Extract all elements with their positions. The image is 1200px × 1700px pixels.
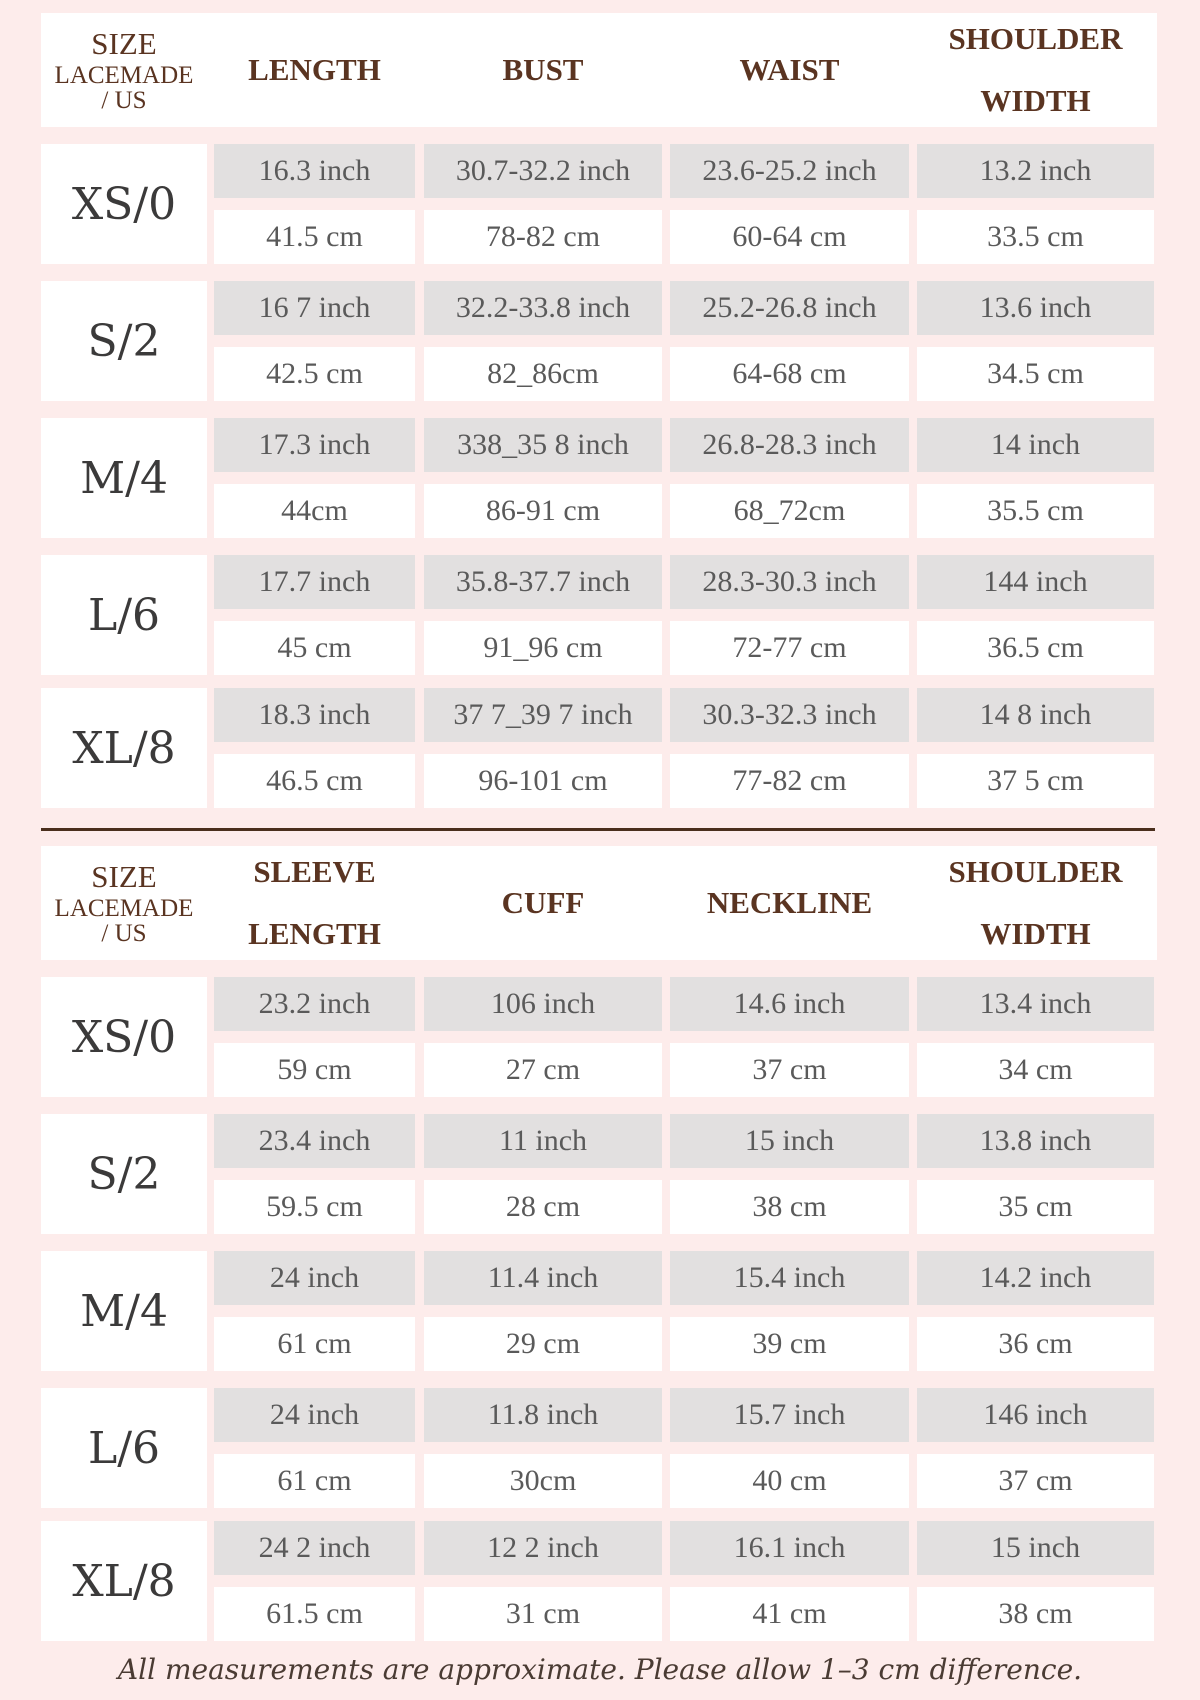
cuff-inch: 11 inch bbox=[424, 1114, 662, 1168]
shoulder-inch: 13.6 inch bbox=[917, 281, 1154, 335]
size-label: L/6 bbox=[41, 555, 207, 675]
cuff-inch: 11.4 inch bbox=[424, 1251, 662, 1305]
neckline-cm: 37 cm bbox=[670, 1043, 909, 1097]
table-row bbox=[41, 1521, 1157, 1641]
shoulder-inch: 144 inch bbox=[917, 555, 1154, 609]
section-divider bbox=[41, 828, 1155, 831]
table-row bbox=[41, 281, 1157, 401]
cuff-inch: 12 2 inch bbox=[424, 1521, 662, 1575]
size-label: L/6 bbox=[41, 1388, 207, 1508]
cuff-inch: 106 inch bbox=[424, 977, 662, 1031]
shoulder-inch: 14 inch bbox=[917, 418, 1154, 472]
header-sleeve-length bbox=[214, 846, 415, 960]
sleeve-length-inch: 23.4 inch bbox=[214, 1114, 415, 1168]
size-label: S/2 bbox=[41, 1114, 207, 1234]
cuff-inch: 11.8 inch bbox=[424, 1388, 662, 1442]
shoulder-cm: 35 cm bbox=[917, 1180, 1154, 1234]
neckline-cm: 41 cm bbox=[670, 1587, 909, 1641]
shoulder-cm: 38 cm bbox=[917, 1587, 1154, 1641]
cuff-cm: 31 cm bbox=[424, 1587, 662, 1641]
header-size-brand: LACEMADE bbox=[54, 61, 194, 89]
sleeve-length-inch: 24 inch bbox=[214, 1251, 415, 1305]
neckline-inch: 16.1 inch bbox=[670, 1521, 909, 1575]
size-table-body-measurements bbox=[41, 13, 1157, 808]
table-row bbox=[41, 977, 1157, 1097]
length-inch: 16.3 inch bbox=[214, 144, 415, 198]
table-row bbox=[41, 1114, 1157, 1234]
shoulder-inch: 13.8 inch bbox=[917, 1114, 1154, 1168]
shoulder-cm: 34.5 cm bbox=[917, 347, 1154, 401]
neckline-inch: 15 inch bbox=[670, 1114, 909, 1168]
cuff-cm: 27 cm bbox=[424, 1043, 662, 1097]
header-shoulder-width bbox=[917, 846, 1154, 960]
cuff-cm: 29 cm bbox=[424, 1317, 662, 1371]
length-inch: 17.3 inch bbox=[214, 418, 415, 472]
header-shoulder-width bbox=[917, 13, 1154, 127]
waist-cm: 72-77 cm bbox=[670, 621, 909, 675]
shoulder-inch: 14 8 inch bbox=[917, 688, 1154, 742]
header-neckline: NECKLINE bbox=[706, 885, 873, 920]
header-cuff: CUFF bbox=[501, 885, 585, 920]
waist-inch: 23.6-25.2 inch bbox=[670, 144, 909, 198]
length-cm: 44cm bbox=[214, 484, 415, 538]
header-waist: WAIST bbox=[739, 52, 840, 87]
sleeve-length-cm: 59 cm bbox=[214, 1043, 415, 1097]
waist-cm: 68_72cm bbox=[670, 484, 909, 538]
header-length: LENGTH bbox=[248, 52, 381, 87]
cuff-cm: 28 cm bbox=[424, 1180, 662, 1234]
table-row bbox=[41, 1388, 1157, 1508]
waist-inch: 30.3-32.3 inch bbox=[670, 688, 909, 742]
bust-inch: 338_35 8 inch bbox=[424, 418, 662, 472]
shoulder-cm: 37 cm bbox=[917, 1454, 1154, 1508]
length-inch: 18.3 inch bbox=[214, 688, 415, 742]
length-inch: 17.7 inch bbox=[214, 555, 415, 609]
header-size bbox=[41, 846, 207, 960]
footer-note: All measurements are approximate. Please allow 1–3 cm difference. bbox=[117, 1653, 1083, 1686]
shoulder-inch: 13.2 inch bbox=[917, 144, 1154, 198]
bust-cm: 78-82 cm bbox=[424, 210, 662, 264]
table-row bbox=[41, 144, 1157, 264]
header-size-brand: LACEMADE bbox=[54, 894, 194, 922]
sleeve-length-cm: 61 cm bbox=[214, 1317, 415, 1371]
header-width-label: WIDTH bbox=[980, 916, 1091, 951]
size-label: XL/8 bbox=[41, 688, 207, 808]
neckline-inch: 15.4 inch bbox=[670, 1251, 909, 1305]
size-label: XL/8 bbox=[41, 1521, 207, 1641]
header-size-label: SIZE bbox=[91, 25, 157, 61]
waist-cm: 60-64 cm bbox=[670, 210, 909, 264]
header-width-label: WIDTH bbox=[980, 83, 1091, 118]
sleeve-length-cm: 59.5 cm bbox=[214, 1180, 415, 1234]
bust-cm: 96-101 cm bbox=[424, 754, 662, 808]
waist-inch: 28.3-30.3 inch bbox=[670, 555, 909, 609]
header-length-label: LENGTH bbox=[248, 916, 381, 951]
length-cm: 45 cm bbox=[214, 621, 415, 675]
shoulder-cm: 36 cm bbox=[917, 1317, 1154, 1371]
bust-inch: 32.2-33.8 inch bbox=[424, 281, 662, 335]
neckline-inch: 14.6 inch bbox=[670, 977, 909, 1031]
shoulder-cm: 34 cm bbox=[917, 1043, 1154, 1097]
shoulder-cm: 33.5 cm bbox=[917, 210, 1154, 264]
length-cm: 41.5 cm bbox=[214, 210, 415, 264]
sleeve-length-cm: 61.5 cm bbox=[214, 1587, 415, 1641]
table-row bbox=[41, 688, 1157, 808]
shoulder-cm: 35.5 cm bbox=[917, 484, 1154, 538]
length-inch: 16 7 inch bbox=[214, 281, 415, 335]
bust-cm: 82_86cm bbox=[424, 347, 662, 401]
header-sleeve-label: SLEEVE bbox=[253, 854, 376, 889]
shoulder-inch: 146 inch bbox=[917, 1388, 1154, 1442]
header-size-region: / US bbox=[101, 919, 147, 947]
sleeve-length-inch: 23.2 inch bbox=[214, 977, 415, 1031]
neckline-cm: 38 cm bbox=[670, 1180, 909, 1234]
size-label: M/4 bbox=[41, 1251, 207, 1371]
shoulder-inch: 13.4 inch bbox=[917, 977, 1154, 1031]
sleeve-length-cm: 61 cm bbox=[214, 1454, 415, 1508]
table-header bbox=[41, 846, 1157, 960]
header-size-label: SIZE bbox=[91, 858, 157, 894]
shoulder-cm: 37 5 cm bbox=[917, 754, 1154, 808]
bust-inch: 30.7-32.2 inch bbox=[424, 144, 662, 198]
sleeve-length-inch: 24 inch bbox=[214, 1388, 415, 1442]
neckline-inch: 15.7 inch bbox=[670, 1388, 909, 1442]
waist-cm: 77-82 cm bbox=[670, 754, 909, 808]
bust-cm: 86-91 cm bbox=[424, 484, 662, 538]
size-label: XS/0 bbox=[41, 977, 207, 1097]
waist-inch: 25.2-26.8 inch bbox=[670, 281, 909, 335]
table-row bbox=[41, 418, 1157, 538]
header-shoulder-label: SHOULDER bbox=[948, 21, 1123, 56]
size-label: XS/0 bbox=[41, 144, 207, 264]
table-row bbox=[41, 1251, 1157, 1371]
size-label: M/4 bbox=[41, 418, 207, 538]
header-shoulder-label: SHOULDER bbox=[948, 854, 1123, 889]
waist-inch: 26.8-28.3 inch bbox=[670, 418, 909, 472]
bust-cm: 91_96 cm bbox=[424, 621, 662, 675]
shoulder-inch: 15 inch bbox=[917, 1521, 1154, 1575]
table-header bbox=[41, 13, 1157, 127]
bust-inch: 37 7_39 7 inch bbox=[424, 688, 662, 742]
header-size bbox=[41, 13, 207, 127]
size-table-sleeve-measurements bbox=[41, 846, 1157, 1641]
length-cm: 46.5 cm bbox=[214, 754, 415, 808]
bust-inch: 35.8-37.7 inch bbox=[424, 555, 662, 609]
sleeve-length-inch: 24 2 inch bbox=[214, 1521, 415, 1575]
neckline-cm: 39 cm bbox=[670, 1317, 909, 1371]
size-label: S/2 bbox=[41, 281, 207, 401]
waist-cm: 64-68 cm bbox=[670, 347, 909, 401]
neckline-cm: 40 cm bbox=[670, 1454, 909, 1508]
cuff-cm: 30cm bbox=[424, 1454, 662, 1508]
shoulder-inch: 14.2 inch bbox=[917, 1251, 1154, 1305]
length-cm: 42.5 cm bbox=[214, 347, 415, 401]
header-size-region: / US bbox=[101, 86, 147, 114]
table-row bbox=[41, 555, 1157, 675]
header-bust: BUST bbox=[502, 52, 584, 87]
shoulder-cm: 36.5 cm bbox=[917, 621, 1154, 675]
